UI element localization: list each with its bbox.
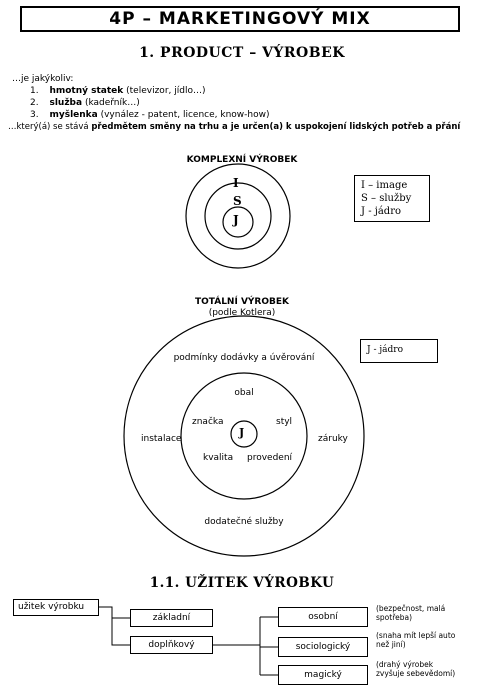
definition-item-3 [30, 110, 269, 121]
ring-label-image: I [233, 176, 239, 190]
definition-intro: …je jakýkoliv: [12, 74, 74, 84]
item-desc: (vynález - patent, licence, know-how) [97, 110, 270, 120]
closing-bold-text: předmětem směny na trhu a je určen(a) k uspokojení lidských potřeb a přání [91, 122, 461, 132]
benefit-root-box: užitek výrobku [13, 599, 99, 616]
complex-product-legend [354, 175, 430, 222]
definition-item-1 [30, 86, 205, 97]
legend-item-core: J - jádro [367, 345, 404, 355]
item-term: hmotný statek [49, 86, 124, 96]
total-product-legend [360, 339, 438, 363]
ring-label-core: J [233, 213, 239, 227]
benefit-additional-box: doplňkový [130, 636, 213, 654]
ring-label-services: S [233, 194, 242, 208]
benefit-personal-box: osobní [278, 607, 368, 627]
item-desc: (televizor, jídlo…) [123, 86, 206, 96]
inner-ring-design: provedení [247, 453, 293, 463]
page-title: 4P – MARKETINGOVÝ MIX [20, 6, 460, 32]
outer-ring-extra-services: dodatečné služby [204, 517, 284, 527]
inner-ring-quality: kvalita [203, 453, 234, 463]
item-term: myšlenka [49, 110, 98, 120]
benefit-magical-box: magický [278, 665, 368, 685]
item-number: 2. [30, 98, 39, 108]
complex-product-heading: KOMPLEXNÍ VÝROBEK [186, 155, 298, 165]
inner-ring-brand: značka [192, 417, 224, 427]
total-product-heading: TOTÁLNÍ VÝROBEK [195, 297, 289, 307]
legend-item-core: J - jádro [361, 206, 402, 217]
benefit-basic-box: základní [130, 609, 213, 627]
item-term: služba [49, 98, 83, 108]
section1-heading: 1. PRODUCT – VÝROBEK [139, 45, 345, 61]
note-sociological: (snaha mít lepší auto než jiní) [376, 631, 456, 649]
benefit-sociological-box: sociologický [278, 637, 368, 657]
note-magical: (drahý výrobek zvyšuje sebevědomí) [376, 660, 456, 678]
item-desc: (kadeřník…) [82, 98, 140, 108]
inner-ring-style: styl [276, 417, 293, 427]
definition-closing [8, 122, 460, 133]
note-personal: (bezpečnost, malá spotřeba) [376, 604, 446, 622]
closing-text: …který(á) se stává [8, 122, 92, 132]
legend-item-services: S – služby [361, 193, 412, 204]
item-number: 3. [30, 110, 39, 120]
item-number: 1. [30, 86, 39, 96]
legend-item-image: I – image [361, 180, 408, 191]
definition-item-2 [30, 98, 140, 109]
inner-ring-packaging: obal [234, 388, 254, 398]
total-product-subheading: (podle Kotlera) [208, 308, 276, 318]
outer-ring-installation: instalace [141, 434, 182, 444]
outer-ring-delivery: podmínky dodávky a úvěrování [173, 353, 315, 363]
total-core-label: J [239, 426, 245, 439]
outer-ring-warranty: záruky [318, 434, 348, 444]
section11-heading: 1.1. UŽITEK VÝROBKU [149, 575, 335, 591]
